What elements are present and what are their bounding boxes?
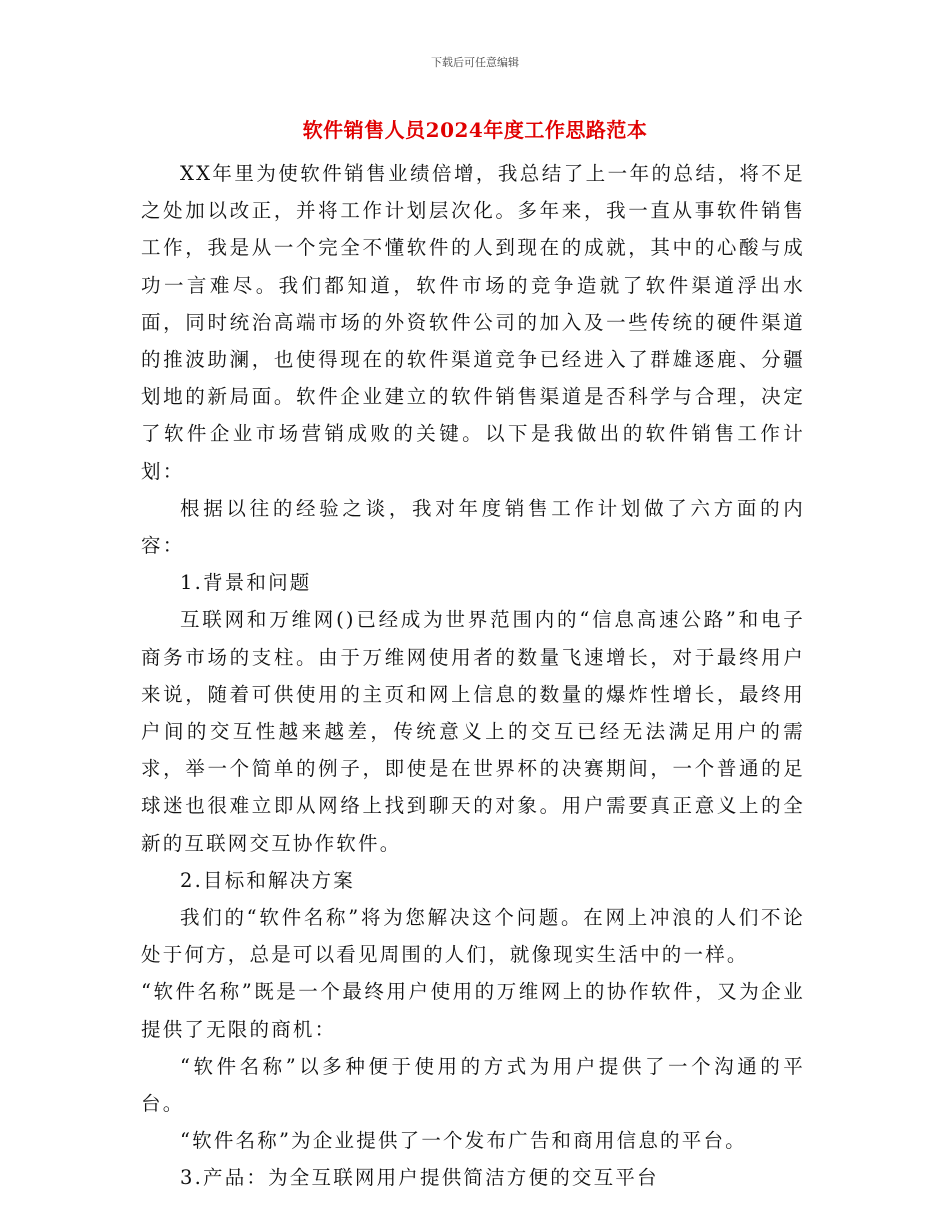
document-body <box>141 155 805 1197</box>
paragraph-overview: 根据以往的经验之谈，我对年度销售工作计划做了六方面的内容： <box>141 496 805 558</box>
paragraph-platform-users: “软件名称”以多种便于使用的方式为用户提供了一个沟通的平台。 <box>141 1054 805 1116</box>
paragraph-software-intro: “软件名称”既是一个最终用户使用的万维网上的协作软件，又为企业提供了无限的商机： <box>141 980 805 1041</box>
paragraph-background: 互联网和万维网()已经成为世界范围内的“信息高速公路”和电子商务市场的支柱。由于万维网使用者的数量飞速增长，对于最终用户来说，随着可供使用的主页和网上信息的数量的爆炸性增长，最终用户间的交互性越来越差，传统意义上的交互已经无法满足用户的需求，举一个简单的例子，即使是在世界杯的决赛期间，一个普通的足球迷也很难立即从网络上找到聊天的对象。用户需要真正意义上的全新的互联网交互协作软件。 <box>141 608 805 855</box>
paragraph-solution: 我们的“软件名称”将为您解决这个问题。在网上冲浪的人们不论处于何方，总是可以看见周围的人们，就像现实生活中的一样。 <box>141 906 805 967</box>
paragraph-platform-business: “软件名称”为企业提供了一个发布广告和商用信息的平台。 <box>180 1129 747 1153</box>
header-note: 下载后可任意编辑 <box>431 56 519 69</box>
section-heading-3: 3.产品：为全互联网用户提供简洁方便的交互平台 <box>180 1166 659 1190</box>
document-title: 软件销售人员2024年度工作思路范本 <box>302 118 648 142</box>
paragraph-intro: XX年里为使软件销售业绩倍增，我总结了上一年的总结，将不足之处加以改正，并将工作计划层次化。多年来，我一直从事软件销售工作，我是从一个完全不懂软件的人到现在的成就，其中的心酸与成功一言难尽。我们都知道，软件市场的竞争造就了软件渠道浮出水面，同时统治高端市场的外资软件公司的加入及一些传统的硬件渠道的推波助澜，也使得现在的软件渠道竞争已经进入了群雄逐鹿、分疆划地的新局面。软件企业建立的软件销售渠道是否科学与合理，决定了软件企业市场营销成败的关键。以下是我做出的软件销售工作计划： <box>141 162 805 483</box>
section-heading-2: 2.目标和解决方案 <box>180 868 355 892</box>
section-heading-1: 1.背景和问题 <box>180 571 312 595</box>
